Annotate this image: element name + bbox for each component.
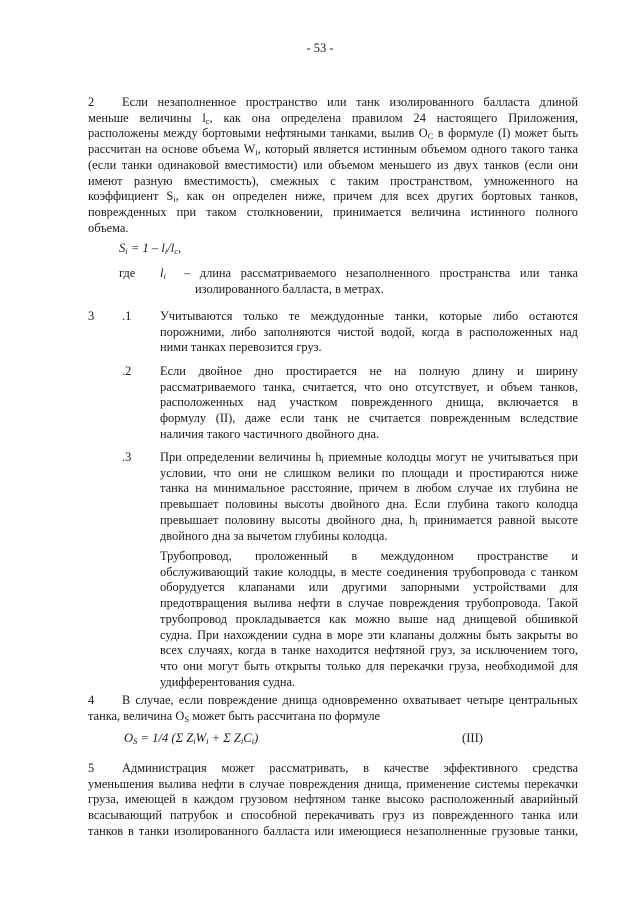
p2-line-1: Если незаполненное пространство или танк изолированного балласта длиной xyxy=(122,95,578,109)
s1-line-2: порожними, либо заполняются чистой водой, когда в расположенных над xyxy=(160,324,578,339)
s2-line-1: Если двойное дно простирается не на полную длину и ширину xyxy=(160,364,578,378)
where-definition xyxy=(184,266,578,297)
pipe-line-4: предотвращения вылива нефти в случае повреждения трубопровода. Такой xyxy=(160,596,578,611)
paragraph-number-2: 2 xyxy=(88,95,95,109)
s3-line-2: условии, что они не слишком велики по площади и простираются ниже xyxy=(160,465,578,480)
p5-line-2: уменьшения вылива нефти в случае повреждения днища, применение системы перекачки xyxy=(88,776,578,791)
paragraph-4 xyxy=(88,693,578,724)
s2-line-2: рассматриваемого танка, считается, что оно отсутствует, и объем танков, xyxy=(160,379,578,394)
p2-line-4: рассчитан на основе объема $W_i$, который является истинным объемом одного такого танка xyxy=(88,142,578,158)
s3-line-1: При определении величины $h_i$ приемные колодцы могут не учитываться при xyxy=(160,450,578,465)
s1-line-3: ними танках перевозится груз. xyxy=(160,340,322,355)
page-number: - 53 - xyxy=(306,41,334,55)
p4-line-2: танка, величина $O_S$ может быть рассчитана по формуле xyxy=(88,708,381,724)
subitem-number-3: .3 xyxy=(122,450,132,464)
p2-line-3: расположены между бортовыми нефтяными танками, вылив $O_C$ в формуле (I) может быть xyxy=(88,126,579,142)
p2-line-2: меньше величины $l_c$, как она определена правилом 24 настоящего Приложения, xyxy=(88,110,578,126)
pipe-line-7: всех случаях, когда в танке находится нефтяной груз, за исключением того, xyxy=(160,643,578,658)
paragraph-number-4: 4 xyxy=(88,693,95,707)
paragraph-number-3: 3 xyxy=(88,309,95,323)
subitem-number-1: .1 xyxy=(122,309,132,323)
pipe-line-9: удифферентования судна. xyxy=(160,674,296,689)
s3-line-3: танка на минимальное расстояние, причем в любом случае их глубина не xyxy=(160,481,578,496)
p5-line-4: всасывающий патрубок и способной перекачивать груз из поврежденного танка или xyxy=(88,808,578,823)
s2-line-4: формулу (II), даже если танк не считается поврежденным вследствие xyxy=(160,411,578,426)
equation-number-iii: (III) xyxy=(462,731,483,745)
p2-line-6: имеют разную вместимость), смежных с таким пространством, умноженного на xyxy=(88,173,578,188)
s3-line-4: превышает половины высоты двойного дна. Если глубина такого колодца xyxy=(160,497,578,512)
p5-line-3: груза, имеющей в каждом грузовом нефтяном танке высоко расположенный аварийный xyxy=(88,792,578,807)
p2-line-9: объема. xyxy=(88,220,129,235)
where-label: где xyxy=(119,266,136,280)
formula-os: $O_S = 1/4$ (Σ $Z_iW_i + \Sigma$ $Z_iC_i$) xyxy=(124,731,259,746)
pipe-line-3: оборудуется клапанами или другими запорными устройствами для xyxy=(160,580,578,595)
paragraph-2 xyxy=(88,95,578,236)
subitem-3 xyxy=(160,450,578,544)
p2-line-7: коэффициент $S_i$, как он определен ниже, причем для всех других бортовых танков, xyxy=(88,189,578,205)
s2-line-5: наличия такого частичного двойного дна. xyxy=(160,426,380,441)
paragraph-5 xyxy=(88,761,578,840)
pipe-line-2: обслуживающий такие колодцы, в месте соединения трубопровода с танком xyxy=(160,564,578,579)
pipe-line-6: судна. При нахождении судна в море эти клапаны должны быть закрыты во xyxy=(160,627,578,642)
where-line-1: – длина рассматриваемого незаполненного пространства или танка xyxy=(184,266,578,280)
pipe-line-8: что они могут быть открыты только для перекачки груза, необходимой для xyxy=(160,658,578,673)
pipeline-paragraph xyxy=(160,549,578,690)
formula-si: $S_i = 1 - l_i/l_c$, xyxy=(119,241,182,256)
s3-line-6: двойного дна за вычетом глубины колодца. xyxy=(160,528,388,543)
s1-line-1: Учитываются только те междудонные танки, которые либо остаются xyxy=(160,309,578,323)
p4-line-1: В случае, если повреждение днища одновременно охватывает четыре центральных xyxy=(122,693,578,707)
subitem-1 xyxy=(160,309,578,356)
pipe-line-5: трубопровод прокладывается как можно выше над днищевой обшивкой xyxy=(160,611,578,626)
where-line-2: изолированного балласта, в метрах. xyxy=(195,281,384,296)
p2-line-5: (если танки одинаковой вместимости) или объемом меньшего из двух танков (если они xyxy=(88,157,578,172)
subitem-2 xyxy=(160,364,578,443)
where-symbol: $l_i$ xyxy=(160,266,166,281)
subitem-number-2: .2 xyxy=(122,364,132,378)
p5-line-5: танков в танки изолированного балласта или имеющиеся незаполненные грузовые танки, xyxy=(88,823,578,838)
s3-line-5: превышает половину высоты двойного дна, $h_i$ принимается равной высоте xyxy=(160,512,579,528)
p5-line-1: Администрация может рассматривать, в качестве эффективного средства xyxy=(122,761,578,775)
pipe-line-1: Трубопровод, проложенный в междудонном пространстве и xyxy=(160,549,578,563)
p2-line-8: поврежденных при таком столкновении, принимается величина истинного полного xyxy=(88,204,578,219)
paragraph-number-5: 5 xyxy=(88,761,95,775)
s2-line-3: расположенных над участком поврежденного днища, включается в xyxy=(160,395,578,410)
